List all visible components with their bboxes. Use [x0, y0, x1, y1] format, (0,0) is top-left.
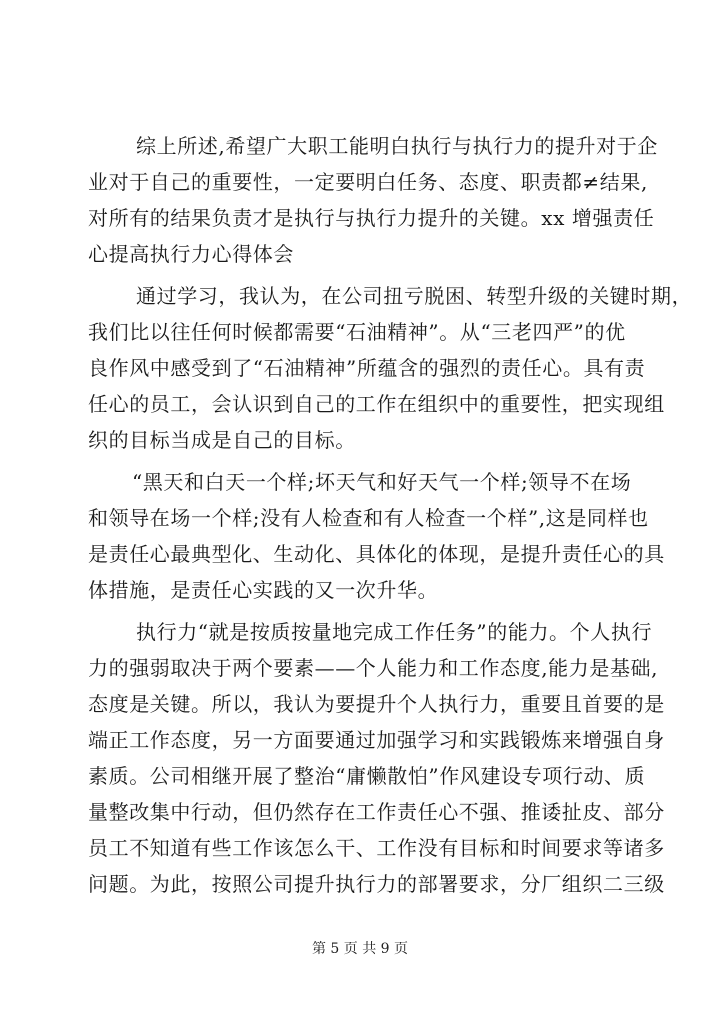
- text-line: 心提高执行力心得体会: [88, 242, 294, 266]
- text-line: 是责任心最典型化、生动化、具体化的体现，是提升责任心的具: [88, 542, 665, 566]
- text-line: 态度是关键。所以，我认为要提升个人执行力，重要且首要的是: [88, 692, 665, 716]
- text-line: 问题。为此，按照公司提升执行力的部署要求，分厂组织二三级: [88, 872, 665, 896]
- text-line: 通过学习，我认为，在公司扭亏脱困、转型升级的关键时期，: [136, 284, 693, 308]
- text-line: 任心的员工，会认识到自己的工作在组织中的重要性，把实现组: [88, 392, 665, 416]
- text-line: 端正工作态度，另一方面要通过加强学习和实践锻炼来增强自身: [88, 728, 665, 752]
- text-line: 良作风中感受到了“石油精神”所蕴含的强烈的责任心。具有责: [88, 356, 646, 380]
- text-line: “黑天和白天一个样;坏天气和好天气一个样;领导不在场: [132, 470, 632, 494]
- paragraph-summary: [88, 128, 658, 272]
- paragraph-quote: [88, 464, 665, 608]
- text-line: 力的强弱取决于两个要素——个人能力和工作态度,能力是基础,: [88, 656, 659, 680]
- text-line: 执行力“就是按质按量地完成工作任务”的能力。个人执行: [136, 620, 653, 644]
- paragraph-responsibility: [88, 278, 693, 458]
- text-line: 对所有的结果负责才是执行与执行力提升的关键。xx 增强责任: [88, 206, 655, 230]
- text-line: 体措施，是责任心实践的又一次升华。: [88, 578, 439, 602]
- text-line: 和领导在场一个样;没有人检查和有人检查一个样”,这是同样也: [88, 506, 649, 530]
- text-line: 织的目标当成是自己的目标。: [88, 428, 356, 452]
- text-line: 量整改集中行动，但仍然存在工作责任心不强、推诿扯皮、部分: [88, 800, 665, 824]
- text-line: 综上所述,希望广大职工能明白执行与执行力的提升对于企: [136, 134, 658, 158]
- text-line: 素质。公司相继开展了整治“庸懒散怕”作风建设专项行动、质: [88, 764, 646, 788]
- document-body: [88, 128, 693, 902]
- text-line: 员工不知道有些工作该怎么干、工作没有目标和时间要求等诸多: [88, 836, 665, 860]
- text-line: 业对于自己的重要性，一定要明白任务、态度、职责都≠结果,: [88, 170, 648, 194]
- paragraph-execution: [88, 614, 665, 902]
- text-line: 我们比以往任何时候都需要“石油精神”。从“三老四严”的优: [88, 320, 626, 344]
- page-number-footer: 第 5 页 共 9 页: [311, 941, 409, 957]
